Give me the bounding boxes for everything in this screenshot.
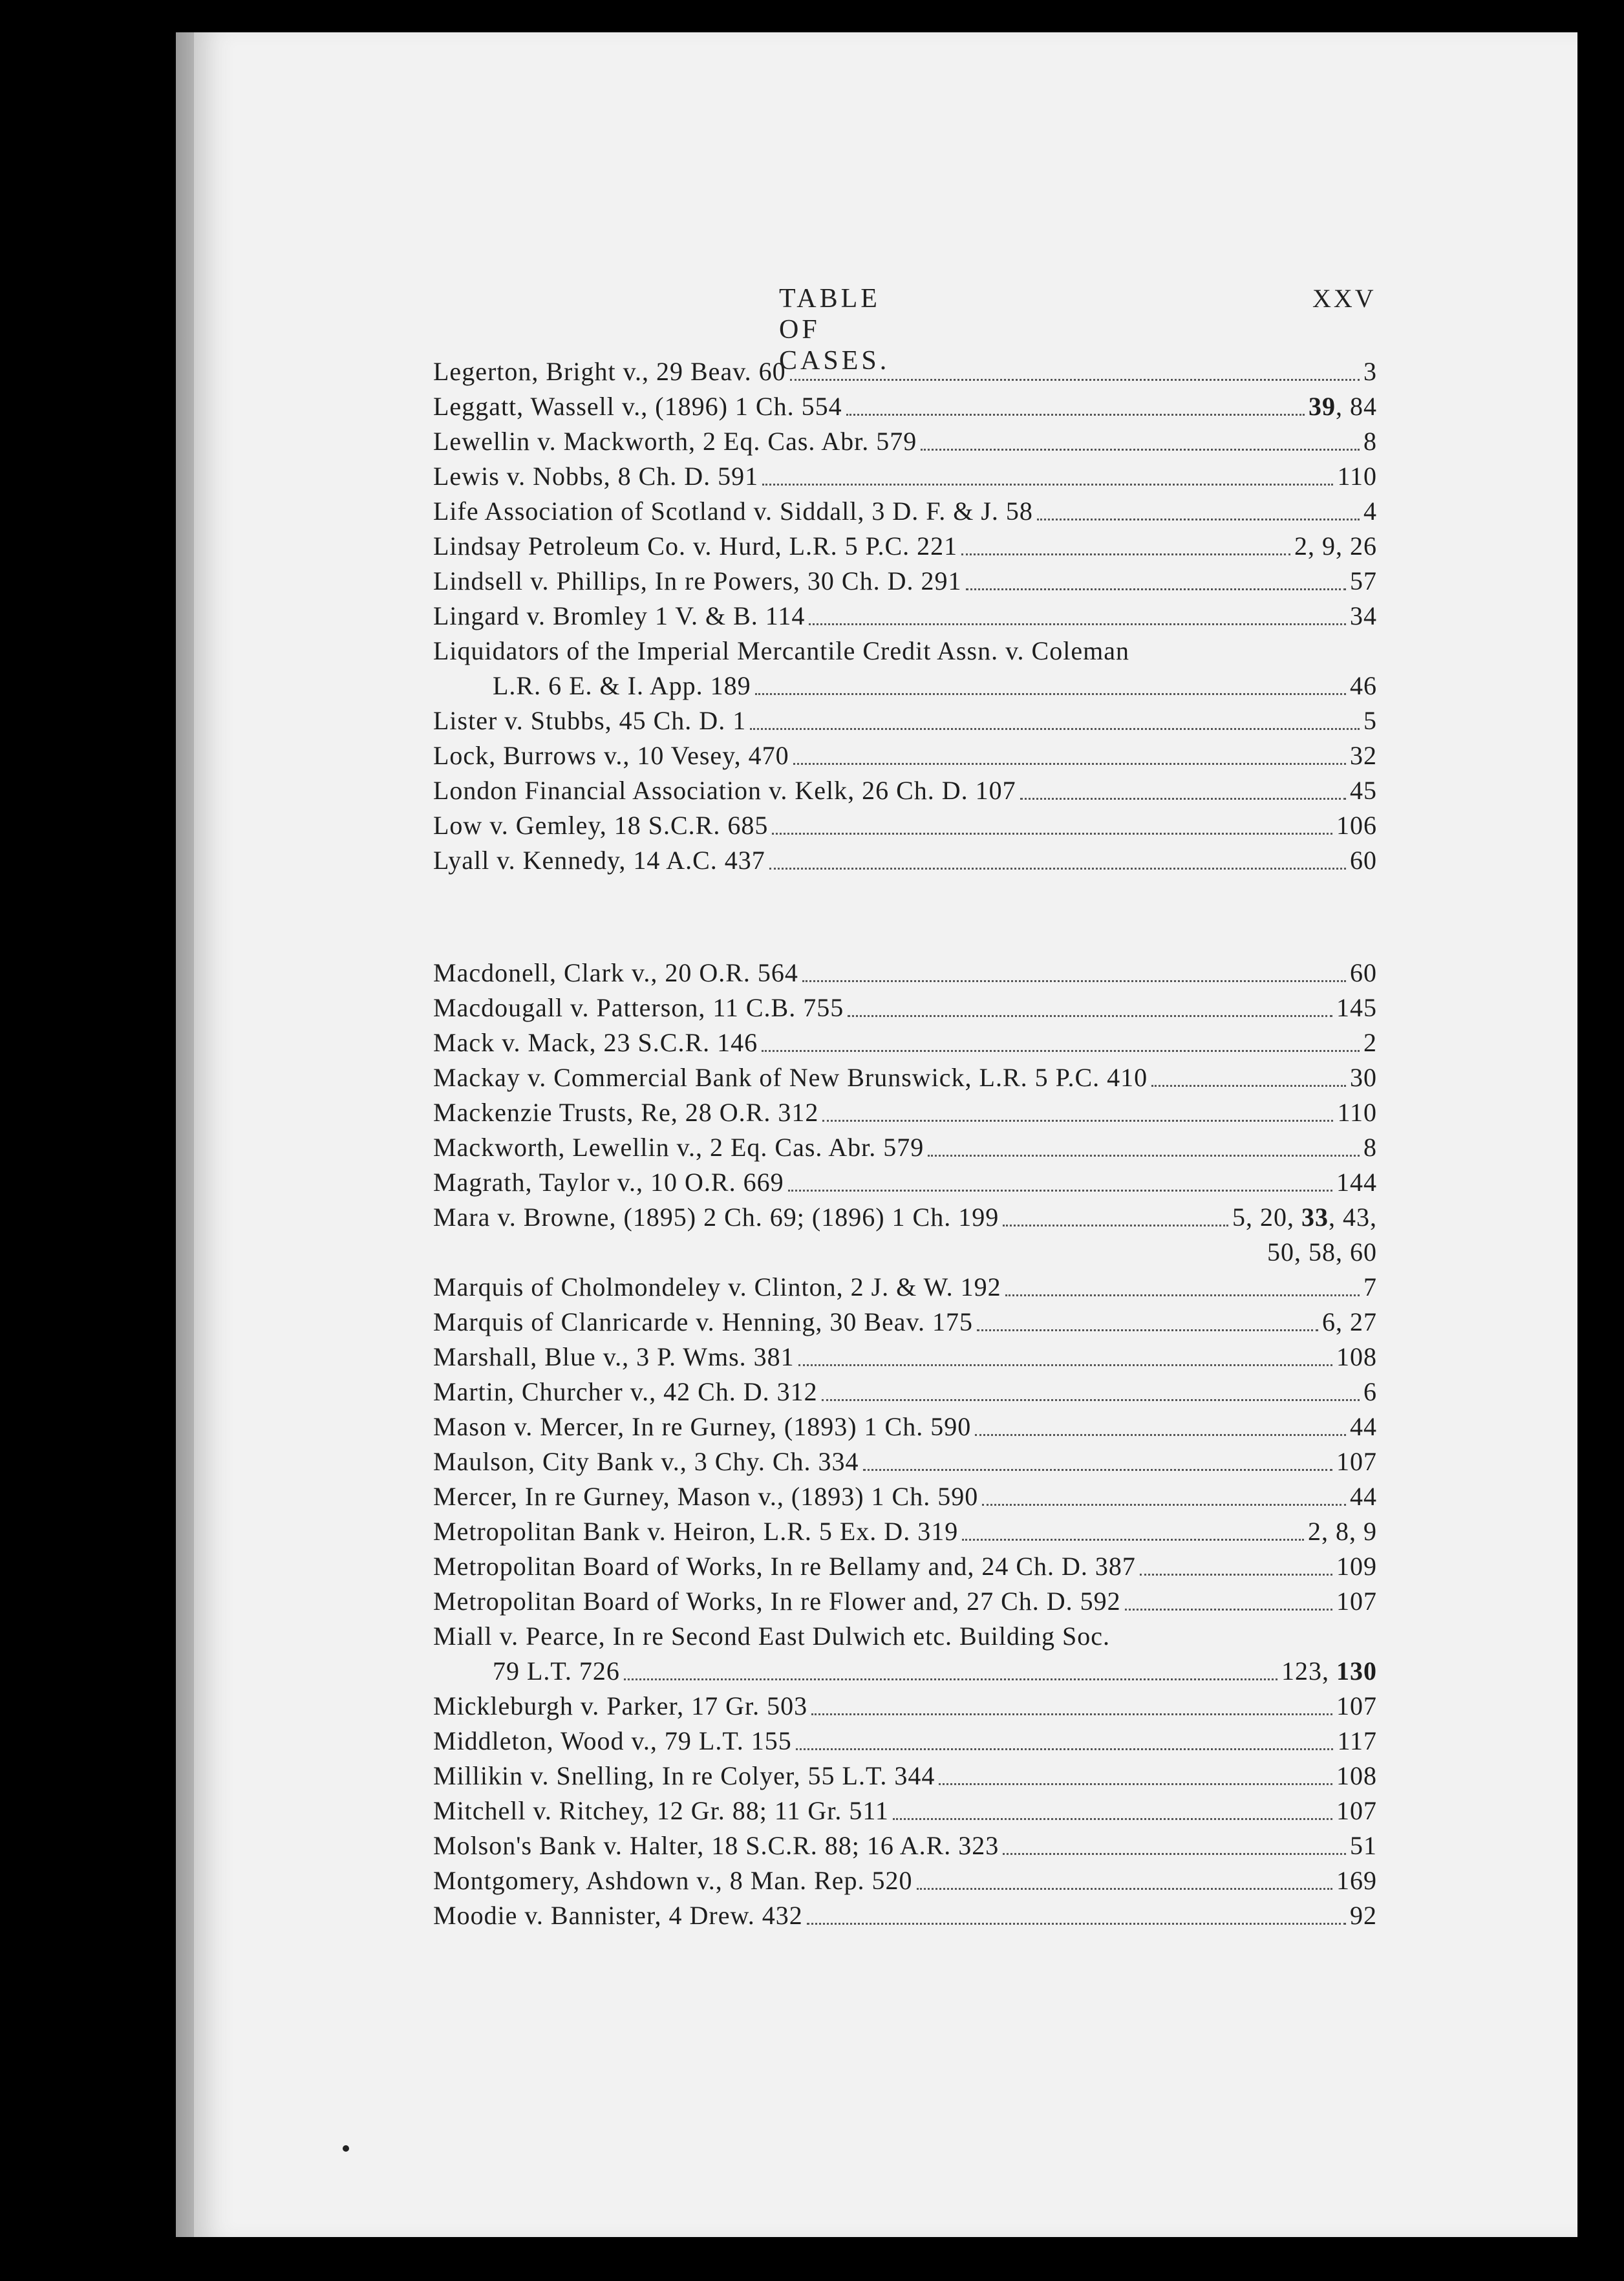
dot-leader [1005,1294,1360,1296]
case-citation: Millikin v. Snelling, In re Colyer, 55 L.T. 344 [433,1761,935,1790]
case-entry [433,529,1377,564]
case-entry-line [433,1898,1377,1933]
case-citation: London Financial Association v. Kelk, 26 Ch. D. 107 [433,776,1016,805]
case-entry [433,808,1377,843]
page-ref: 30 [1350,1063,1377,1092]
case-entry-line [433,1584,1377,1619]
page-ref: 6 [1363,1377,1377,1406]
page-references [1232,1200,1377,1235]
case-citation: Metropolitan Board of Works, In re Bellamy and, 24 Ch. D. 387 [433,1552,1136,1581]
page-references [1363,1270,1377,1305]
case-entry-line [433,1060,1377,1095]
page-number: XXV [1312,284,1376,313]
page-references [1336,1794,1377,1828]
page-ref: , 84 [1336,392,1377,421]
case-entry-line [433,1619,1377,1654]
page-references [1336,808,1377,843]
case-entry [433,1409,1377,1444]
case-entry [433,389,1377,424]
case-entry [433,1689,1377,1724]
case-entry-line [433,956,1377,991]
page-ref: 92 [1350,1901,1377,1930]
page-ref: 51 [1350,1831,1377,1860]
page-references [1337,459,1377,494]
case-entry-line [433,529,1377,564]
case-citation: Lingard v. Bromley 1 V. & B. 114 [433,601,806,630]
dot-leader [790,379,1360,381]
ink-speck [343,2145,349,2152]
case-citation: Magrath, Taylor v., 10 O.R. 669 [433,1168,784,1197]
case-entry-line [433,738,1377,773]
case-entry-line [433,1130,1377,1165]
dot-leader [762,484,1333,486]
case-entry [433,599,1377,634]
page-references [1350,738,1377,773]
page-ref: 32 [1350,741,1377,770]
page-references [1350,843,1377,878]
case-entry [433,1759,1377,1794]
page-ref: 4 [1363,497,1377,526]
case-citation: Lock, Burrows v., 10 Vesey, 470 [433,741,789,770]
page-references [1350,1060,1377,1095]
case-citation: Molson's Bank v. Halter, 18 S.C.R. 88; 16 A.R. 323 [433,1831,999,1860]
dot-leader [798,1364,1332,1366]
page-references [1337,1724,1377,1759]
case-entry-line [433,1759,1377,1794]
case-entry [433,1549,1377,1584]
page-ref: 130 [1336,1656,1377,1686]
case-entry-line [433,564,1377,599]
page-ref: 108 [1336,1342,1377,1371]
case-entry [433,1165,1377,1200]
case-entry [433,1828,1377,1863]
case-citation: Lister v. Stubbs, 45 Ch. D. 1 [433,706,747,735]
case-entry-line [433,1025,1377,1060]
case-entry-line [433,1095,1377,1130]
dot-leader [863,1469,1332,1471]
case-entry [433,1340,1377,1375]
page-ref: 108 [1336,1761,1377,1790]
dot-leader [1003,1225,1228,1226]
case-citation: Mickleburgh v. Parker, 17 Gr. 503 [433,1691,808,1720]
case-citation: Life Association of Scotland v. Siddall, 3 D. F. & J. 58 [433,497,1033,526]
case-entry [433,1619,1377,1689]
dot-leader [755,693,1346,695]
case-citation: Low v. Gemley, 18 S.C.R. 685 [433,811,769,840]
page-references [1350,599,1377,634]
page-ref: 44 [1350,1482,1377,1511]
page-ref: 107 [1336,1691,1377,1720]
page-ref: 8 [1363,427,1377,456]
page-ref: 33 [1301,1203,1329,1232]
case-entry [433,1270,1377,1305]
case-citation: Moodie v. Bannister, 4 Drew. 432 [433,1901,803,1930]
case-citation: Lyall v. Kennedy, 14 A.C. 437 [433,846,765,875]
page-ref: 6, 27 [1322,1307,1377,1336]
page-ref: 39 [1309,392,1336,421]
dot-leader [793,763,1346,765]
case-citation: Miall v. Pearce, In re Second East Dulwich etc. Building Soc. [433,1622,1111,1651]
case-entry-line [433,1200,1377,1235]
dot-leader [1140,1574,1332,1576]
case-entry-line [433,1863,1377,1898]
dot-leader [848,1015,1332,1017]
page-ref: 60 [1350,846,1377,875]
dot-leader [822,1120,1333,1122]
dot-leader [962,1539,1304,1541]
page-references [1336,991,1377,1025]
dot-leader [807,1923,1346,1925]
dot-leader [977,1329,1318,1331]
dot-leader [939,1783,1332,1785]
case-entry-line [433,1444,1377,1479]
case-entry-line [433,1724,1377,1759]
page-references [1350,669,1377,703]
case-entry [433,1025,1377,1060]
case-citation: Legerton, Bright v., 29 Beav. 60 [433,357,786,386]
page-references [1350,1898,1377,1933]
case-entry [433,773,1377,808]
case-entry [433,1095,1377,1130]
dot-leader [917,1888,1332,1890]
case-entry [433,843,1377,878]
dot-leader [1125,1609,1332,1611]
case-entry [433,1514,1377,1549]
case-entry [433,564,1377,599]
page-references [1336,1863,1377,1898]
case-citation: Mercer, In re Gurney, Mason v., (1893) 1 Ch. 590 [433,1482,979,1511]
case-citation: Mackworth, Lewellin v., 2 Eq. Cas. Abr. 579 [433,1133,924,1162]
case-entry-line [433,773,1377,808]
page-ref: , 43, [1329,1203,1377,1232]
case-citation: Lindsell v. Phillips, In re Powers, 30 Ch. D. 291 [433,566,962,595]
case-entry [433,354,1377,389]
page-ref: 46 [1350,671,1377,700]
case-entry [433,424,1377,459]
case-entry-line [433,991,1377,1025]
page-references [1350,1828,1377,1863]
case-entry-line [433,634,1377,669]
dot-leader [772,833,1332,835]
page-ref: 5, 20, [1232,1203,1301,1232]
page-references [1308,1514,1377,1549]
case-citation: Mackay v. Commercial Bank of New Brunswick, L.R. 5 P.C. 410 [433,1063,1148,1092]
dot-leader [1003,1853,1346,1855]
page-references-continued: 50, 58, 60 [1267,1237,1377,1267]
case-entry [433,1479,1377,1514]
page-references [1363,1375,1377,1409]
page-references [1363,1025,1377,1060]
page-ref: 145 [1336,993,1377,1022]
page-references [1336,1340,1377,1375]
page-references [1336,1689,1377,1724]
dot-leader [762,1050,1360,1052]
case-entry-line [433,1235,1377,1270]
case-entry-line [433,599,1377,634]
page-ref: 34 [1350,601,1377,630]
page-ref: 110 [1337,1098,1377,1127]
page-ref: 2 [1363,1028,1377,1057]
page-ref: 107 [1336,1587,1377,1616]
case-list-m [433,956,1377,1933]
page-ref: 117 [1337,1726,1377,1755]
page-references [1350,564,1377,599]
page-references [1336,1165,1377,1200]
case-citation: Metropolitan Bank v. Heiron, L.R. 5 Ex. D. 319 [433,1517,959,1546]
case-citation: Mason v. Mercer, In re Gurney, (1893) 1 Ch. 590 [433,1412,972,1441]
case-entry-line [433,1479,1377,1514]
case-entry [433,1375,1377,1409]
page-references [1363,424,1377,459]
dot-leader [769,868,1346,870]
page-references [1363,354,1377,389]
page-ref: 107 [1336,1796,1377,1825]
page-ref: 3 [1363,357,1377,386]
page-ref: 60 [1350,958,1377,987]
case-entry-line [433,669,1377,703]
dot-leader [788,1190,1332,1192]
page-ref: 169 [1336,1866,1377,1895]
case-citation: Lewis v. Nobbs, 8 Ch. D. 591 [433,462,759,491]
dot-leader [796,1748,1334,1750]
case-entry-line [433,1165,1377,1200]
dot-leader [1037,519,1360,520]
page-references [1309,389,1377,424]
page-references [1350,1479,1377,1514]
case-citation: Lindsay Petroleum Co. v. Hurd, L.R. 5 P.C. 221 [433,531,958,561]
case-entry [433,1130,1377,1165]
page-references [1281,1654,1377,1689]
case-entry [433,1060,1377,1095]
page-references [1336,1759,1377,1794]
case-entry [433,991,1377,1025]
dot-leader [893,1818,1332,1820]
case-entry-line [433,703,1377,738]
case-entry-line [433,1828,1377,1863]
case-citation-continued: L.R. 6 E. & I. App. 189 [493,671,751,700]
dot-leader [822,1399,1360,1401]
page-references [1294,529,1377,564]
dot-leader [921,449,1360,451]
case-entry-line [433,1654,1377,1689]
page-ref: 5 [1363,706,1377,735]
case-citation: Lewellin v. Mackworth, 2 Eq. Cas. Abr. 579 [433,427,917,456]
case-entry [433,956,1377,991]
case-citation: Maulson, City Bank v., 3 Chy. Ch. 334 [433,1447,859,1476]
case-entry [433,1794,1377,1828]
page-ref: 7 [1363,1272,1377,1301]
case-entry [433,1863,1377,1898]
case-entry-line [433,1305,1377,1340]
case-entry-line [433,1689,1377,1724]
case-entry [433,1200,1377,1270]
dot-leader [624,1678,1277,1680]
case-entry-line [433,843,1377,878]
case-entry [433,1305,1377,1340]
dot-leader [1151,1085,1346,1087]
dot-leader [966,588,1347,590]
page-references [1337,1095,1377,1130]
case-citation: Macdougall v. Patterson, 11 C.B. 755 [433,993,844,1022]
case-citation: Mara v. Browne, (1895) 2 Ch. 69; (1896) 1 Ch. 199 [433,1203,999,1232]
case-entry [433,459,1377,494]
dot-leader [975,1434,1346,1436]
case-citation: Mack v. Mack, 23 S.C.R. 146 [433,1028,758,1057]
page-references [1363,494,1377,529]
page-ref: 45 [1350,776,1377,805]
page-references [1322,1305,1377,1340]
page-references [1350,1409,1377,1444]
page-ref: 123, [1281,1656,1336,1686]
case-entry [433,1898,1377,1933]
case-citation: Mitchell v. Ritchey, 12 Gr. 88; 11 Gr. 511 [433,1796,889,1825]
page-ref: 44 [1350,1412,1377,1441]
case-citation: Metropolitan Board of Works, In re Flower and, 27 Ch. D. 592 [433,1587,1121,1616]
case-entry [433,634,1377,703]
case-entry [433,1444,1377,1479]
case-citation: Martin, Churcher v., 42 Ch. D. 312 [433,1377,818,1406]
case-entry-line [433,389,1377,424]
page-references [1336,1584,1377,1619]
case-entry-line [433,808,1377,843]
case-citation: Macdonell, Clark v., 20 O.R. 564 [433,958,798,987]
case-entry-line [433,1340,1377,1375]
dot-leader [961,553,1290,555]
page-ref: 57 [1350,566,1377,595]
page-references [1336,1444,1377,1479]
case-entry-line [433,1514,1377,1549]
page-references [1336,1549,1377,1584]
case-citation: Liquidators of the Imperial Mercantile Credit Assn. v. Coleman [433,636,1129,665]
case-entry-line [433,1270,1377,1305]
case-entry [433,703,1377,738]
page-ref: 8 [1363,1133,1377,1162]
case-citation: Marquis of Cholmondeley v. Clinton, 2 J. & W. 192 [433,1272,1001,1301]
page-ref: 110 [1337,462,1377,491]
case-citation: Marquis of Clanricarde v. Henning, 30 Beav. 175 [433,1307,973,1336]
dot-leader [982,1504,1346,1506]
page-references [1350,773,1377,808]
case-citation: Middleton, Wood v., 79 L.T. 155 [433,1726,792,1755]
page-ref: 2, 8, 9 [1308,1517,1377,1546]
page-ref: 107 [1336,1447,1377,1476]
page-references [1350,956,1377,991]
case-entry-line [433,1409,1377,1444]
dot-leader [811,1713,1332,1715]
page-ref: 144 [1336,1168,1377,1197]
case-list-l [433,354,1377,878]
case-entry-line [433,1794,1377,1828]
case-entry [433,1584,1377,1619]
case-entry-line [433,1375,1377,1409]
case-entry [433,1724,1377,1759]
case-entry-line [433,459,1377,494]
dot-leader [846,414,1305,416]
case-entry [433,738,1377,773]
case-citation: Mackenzie Trusts, Re, 28 O.R. 312 [433,1098,819,1127]
case-citation-continued: 79 L.T. 726 [493,1656,620,1686]
dot-leader [802,980,1346,982]
case-entry-line [433,494,1377,529]
page-ref: 2, 9, 26 [1294,531,1377,561]
case-citation: Marshall, Blue v., 3 P. Wms. 381 [433,1342,795,1371]
dot-leader [1020,798,1346,800]
case-entry-line [433,424,1377,459]
case-entry [433,494,1377,529]
dot-leader [750,728,1360,730]
page-references [1363,1130,1377,1165]
page-references [1363,703,1377,738]
case-entry-line [433,1549,1377,1584]
page-ref: 106 [1336,811,1377,840]
case-entry-line [433,354,1377,389]
dot-leader [928,1155,1360,1157]
case-citation: Montgomery, Ashdown v., 8 Man. Rep. 520 [433,1866,913,1895]
case-citation: Leggatt, Wassell v., (1896) 1 Ch. 554 [433,392,842,421]
page-ref: 109 [1336,1552,1377,1581]
dot-leader [809,623,1346,625]
